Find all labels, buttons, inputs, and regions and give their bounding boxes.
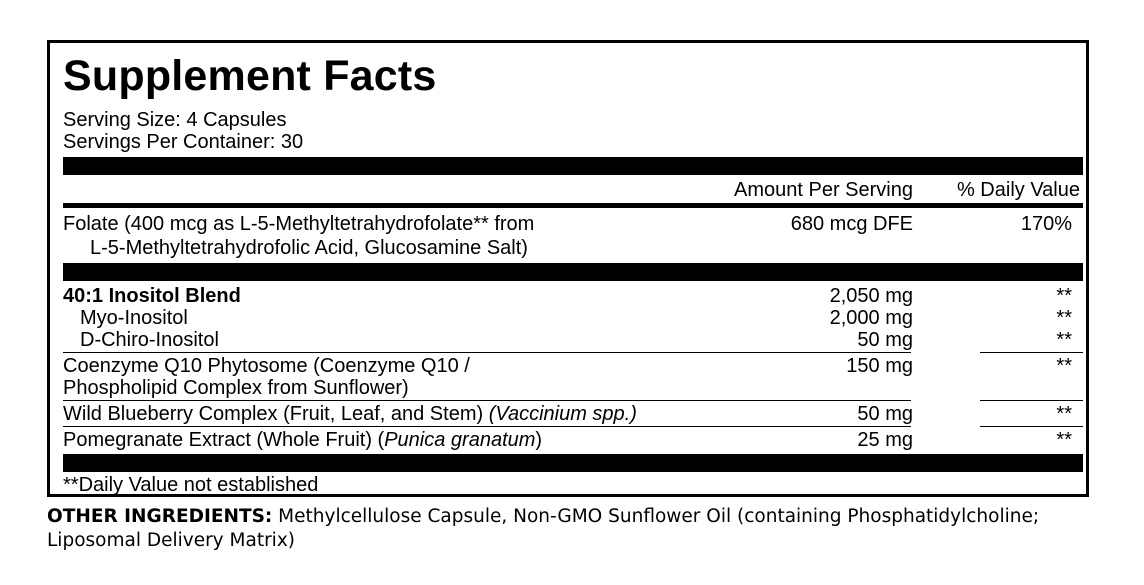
panel-title: Supplement Facts bbox=[63, 52, 437, 100]
inositol-blend-name: 40:1 Inositol Blend bbox=[63, 285, 241, 307]
blueberry-name: Wild Blueberry Complex (Fruit, Leaf, and Stem) bbox=[63, 403, 489, 425]
other-ingredients bbox=[47, 505, 1137, 553]
row-divider bbox=[980, 352, 1083, 353]
folate-name-line2: L-5-Methyltetrahydrofolic Acid, Glucosamine Salt) bbox=[90, 237, 528, 259]
pomegranate-row bbox=[63, 429, 542, 451]
inositol-blend-amount: 2,050 mg bbox=[829, 285, 913, 307]
serving-size: Serving Size: 4 Capsules bbox=[63, 109, 287, 131]
folate-amount: 680 mcg DFE bbox=[790, 213, 913, 235]
blueberry-amount: 50 mg bbox=[857, 403, 913, 425]
header-daily-value: % Daily Value bbox=[956, 179, 1080, 201]
myo-inositol-name: Myo-Inositol bbox=[80, 307, 188, 329]
blueberry-latin: (Vaccinium spp.) bbox=[488, 403, 637, 425]
supplement-facts-panel bbox=[47, 40, 1089, 497]
myo-inositol-dv: ** bbox=[1056, 307, 1072, 329]
thick-divider bbox=[63, 263, 1083, 281]
row-divider bbox=[63, 400, 911, 401]
thick-divider bbox=[63, 157, 1083, 175]
pomegranate-amount: 25 mg bbox=[857, 429, 913, 451]
myo-inositol-amount: 2,000 mg bbox=[829, 307, 913, 329]
coq10-name-line1: Coenzyme Q10 Phytosome (Coenzyme Q10 / bbox=[63, 355, 470, 377]
d-chiro-inositol-dv: ** bbox=[1056, 329, 1072, 351]
coq10-dv: ** bbox=[1056, 355, 1072, 377]
blueberry-row bbox=[63, 403, 637, 425]
other-ingredients-text: Methylcellulose Capsule, Non-GMO Sunflower Oil (containing Phosphatidylcholine; Liposomal Delivery Matrix) bbox=[47, 506, 1040, 551]
servings-per-container: Servings Per Container: 30 bbox=[63, 131, 304, 153]
blueberry-dv: ** bbox=[1056, 403, 1072, 425]
folate-dv: 170% bbox=[1020, 213, 1072, 235]
medium-divider bbox=[63, 203, 1083, 208]
pomegranate-close: ) bbox=[535, 429, 543, 451]
row-divider bbox=[980, 400, 1083, 401]
row-divider bbox=[63, 426, 911, 427]
pomegranate-dv: ** bbox=[1056, 429, 1072, 451]
d-chiro-inositol-amount: 50 mg bbox=[857, 329, 913, 351]
footnote: **Daily Value not established bbox=[63, 474, 319, 496]
header-amount-per-serving: Amount Per Serving bbox=[734, 179, 913, 201]
pomegranate-latin: Punica granatum bbox=[384, 429, 536, 451]
thick-divider bbox=[63, 454, 1083, 472]
coq10-amount: 150 mg bbox=[846, 355, 913, 377]
pomegranate-name: Pomegranate Extract (Whole Fruit) ( bbox=[63, 429, 385, 451]
d-chiro-inositol-name: D-Chiro-Inositol bbox=[80, 329, 219, 351]
other-ingredients-label: OTHER INGREDIENTS: bbox=[47, 506, 273, 527]
coq10-name-line2: Phospholipid Complex from Sunflower) bbox=[63, 377, 409, 399]
folate-name-line1: Folate (400 mcg as L-5-Methyltetrahydrofolate** from bbox=[63, 213, 535, 235]
row-divider bbox=[63, 352, 911, 353]
inositol-blend-dv: ** bbox=[1056, 285, 1072, 307]
row-divider bbox=[980, 426, 1083, 427]
